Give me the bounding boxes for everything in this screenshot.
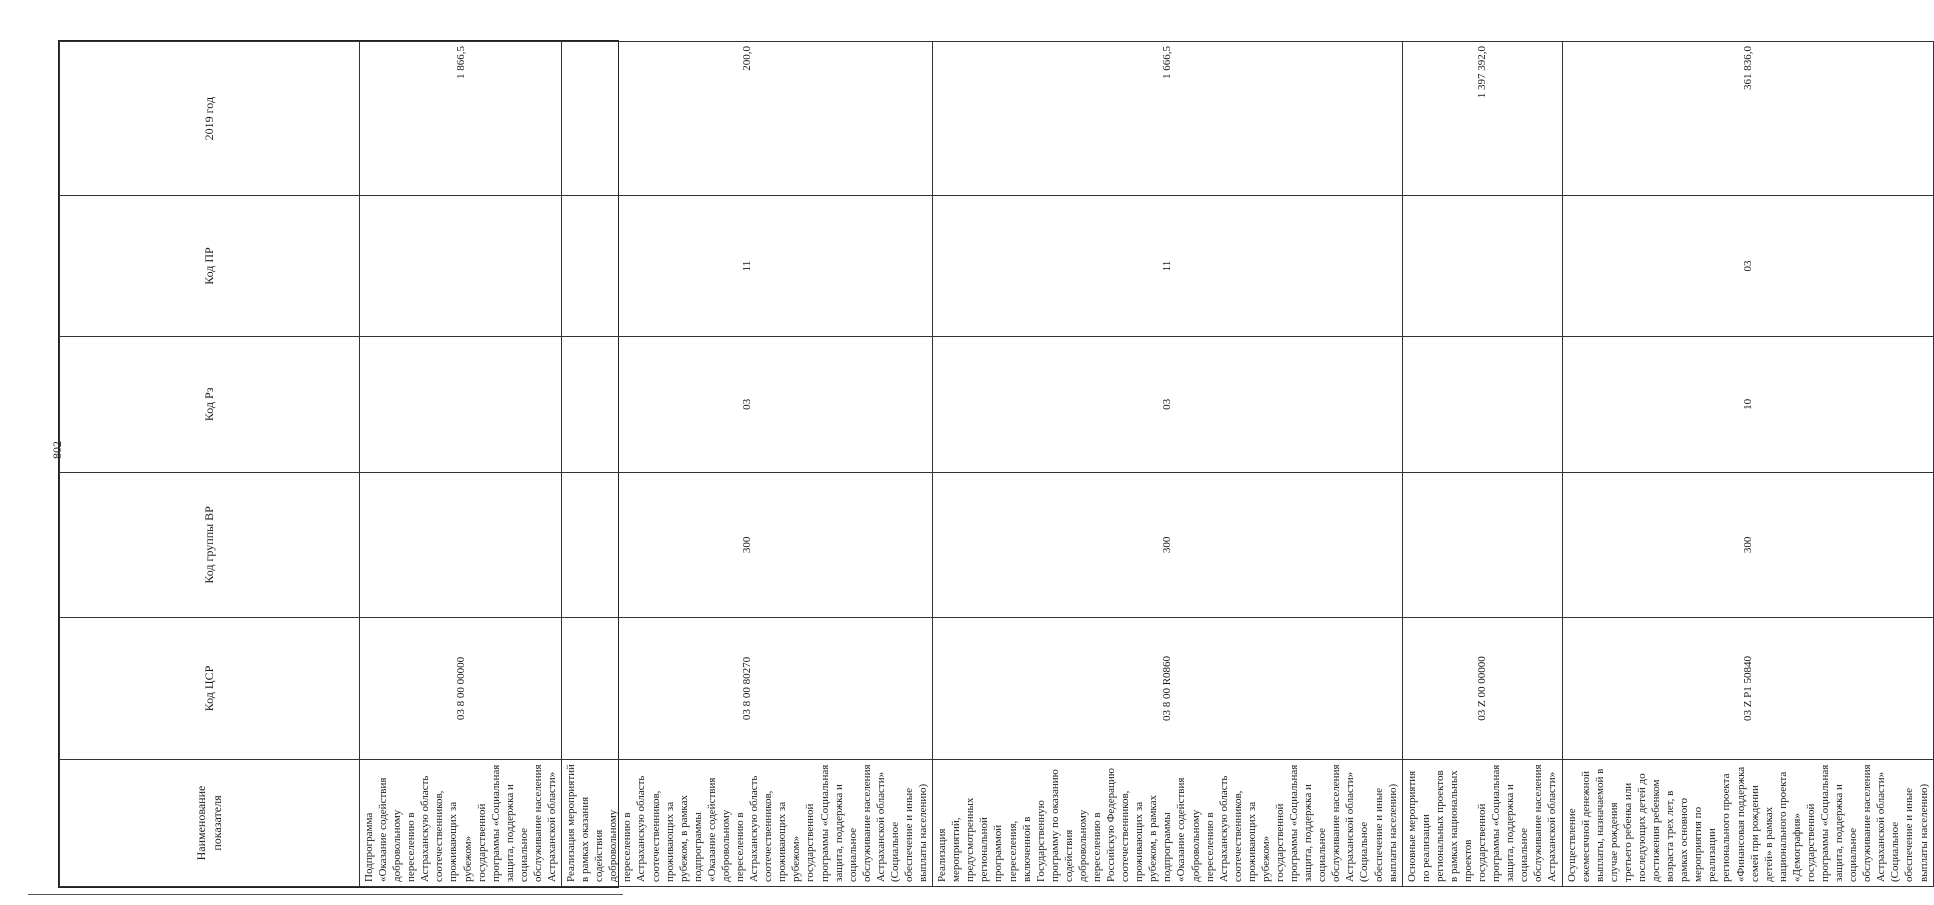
row-3-pr: 11 (933, 196, 1403, 337)
row-4-csr: 03 Z 00 00000 (1402, 617, 1562, 759)
row-3-csr: 03 8 00 R0860 (933, 617, 1403, 759)
budget-table (59, 41, 1934, 887)
row-4-rz (1402, 336, 1562, 472)
header-year: 2019 год (60, 42, 360, 196)
header-name: Наименование показателя (60, 760, 360, 887)
row-5-vr: 300 (1562, 472, 1933, 617)
header-csr: Код ЦСР (60, 617, 360, 759)
table-row (1562, 42, 1933, 887)
table-row (562, 42, 933, 887)
row-2-rz: 03 (562, 336, 933, 472)
row-2-csr: 03 8 00 80270 (562, 617, 933, 759)
table-row (360, 42, 562, 887)
bottom-rule (28, 894, 623, 896)
row-5-csr: 03 Z P1 50840 (1562, 617, 1933, 759)
row-2-name: Реализация мероприятий в рамках оказания содействия добровольному переселению в Астраханскую область соотечественников, проживающих за рубежом, в рамках подпрограммы «Оказание содействия добровольному переселению в Астраханскую область соотечественников, проживающих за рубежом» государственной программы «Социальная защита, поддержка и социальное обслуживание населения Астраханской области» (Социальное обеспечение и иные выплаты населению) (562, 760, 933, 887)
row-2-amount: 200,0 (562, 42, 933, 196)
row-3-name: Реализация мероприятий, предусмотренных региональной программой переселения, включенной в Государственную программу по оказанию содействия добровольному переселению в Российскую Федерацию соотечественников, проживающих за рубежом, в рамках подпрограммы «Оказание содействия добровольному переселению в Астраханскую область соотечественников, проживающих за рубежом» государственной программы «Социальная защита, поддержка и социальное обслуживание населения Астраханской области» (Социальное обеспечение и иные выплаты населению) (933, 760, 1403, 887)
row-4-name: Основные мероприятия по реализации региональных проектов в рамках национальных проектов государственной программы «Социальная защита, поддержка и социальное обслуживание населения Астраханской области» (1402, 760, 1562, 887)
row-1-name: Подпрограмма «Оказание содействия добровольному переселению в Астраханскую область соотечественников, проживающих за рубежом» государственной программы «Социальная защита, поддержка и социальное обслуживание населения Астраханской области» (360, 760, 562, 887)
page-number: 802 (50, 441, 64, 459)
row-3-amount: 1 666,5 (933, 42, 1403, 196)
row-2-vr: 300 (562, 472, 933, 617)
header-pr: Код ПР (60, 196, 360, 337)
row-5-name: Осуществление ежемесячной денежной выплаты, назначаемой в случае рождения третьего ребенка или последующих детей до достижения ребенком возраста трех лет, в рамках основного мероприятия по реализации регионального проекта «Финансовая поддержка семей при рождении детей» в рамках национального проекта «Демография» государственной программы «Социальная защита, поддержка и социальное обслуживание населения Астраханской области» (Социальное обеспечение и иные выплаты населению) (1562, 760, 1933, 887)
table-row (933, 42, 1403, 887)
row-3-rz: 03 (933, 336, 1403, 472)
row-1-amount: 1 866,5 (360, 42, 562, 196)
row-1-vr (360, 472, 562, 617)
header-rz: Код Рз (60, 336, 360, 472)
row-5-amount: 361 836,0 (1562, 42, 1933, 196)
row-5-pr: 03 (1562, 196, 1933, 337)
header-vr: Код группы ВР (60, 472, 360, 617)
row-5-rz: 10 (1562, 336, 1933, 472)
row-2-pr: 11 (562, 196, 933, 337)
table-header-row (60, 42, 360, 887)
row-1-rz (360, 336, 562, 472)
row-1-pr (360, 196, 562, 337)
row-4-amount: 1 397 392,0 (1402, 42, 1562, 196)
row-4-vr (1402, 472, 1562, 617)
row-3-vr: 300 (933, 472, 1403, 617)
table-row (1402, 42, 1562, 887)
row-4-pr (1402, 196, 1562, 337)
row-1-csr: 03 8 00 00000 (360, 617, 562, 759)
budget-table-frame (58, 40, 1930, 888)
